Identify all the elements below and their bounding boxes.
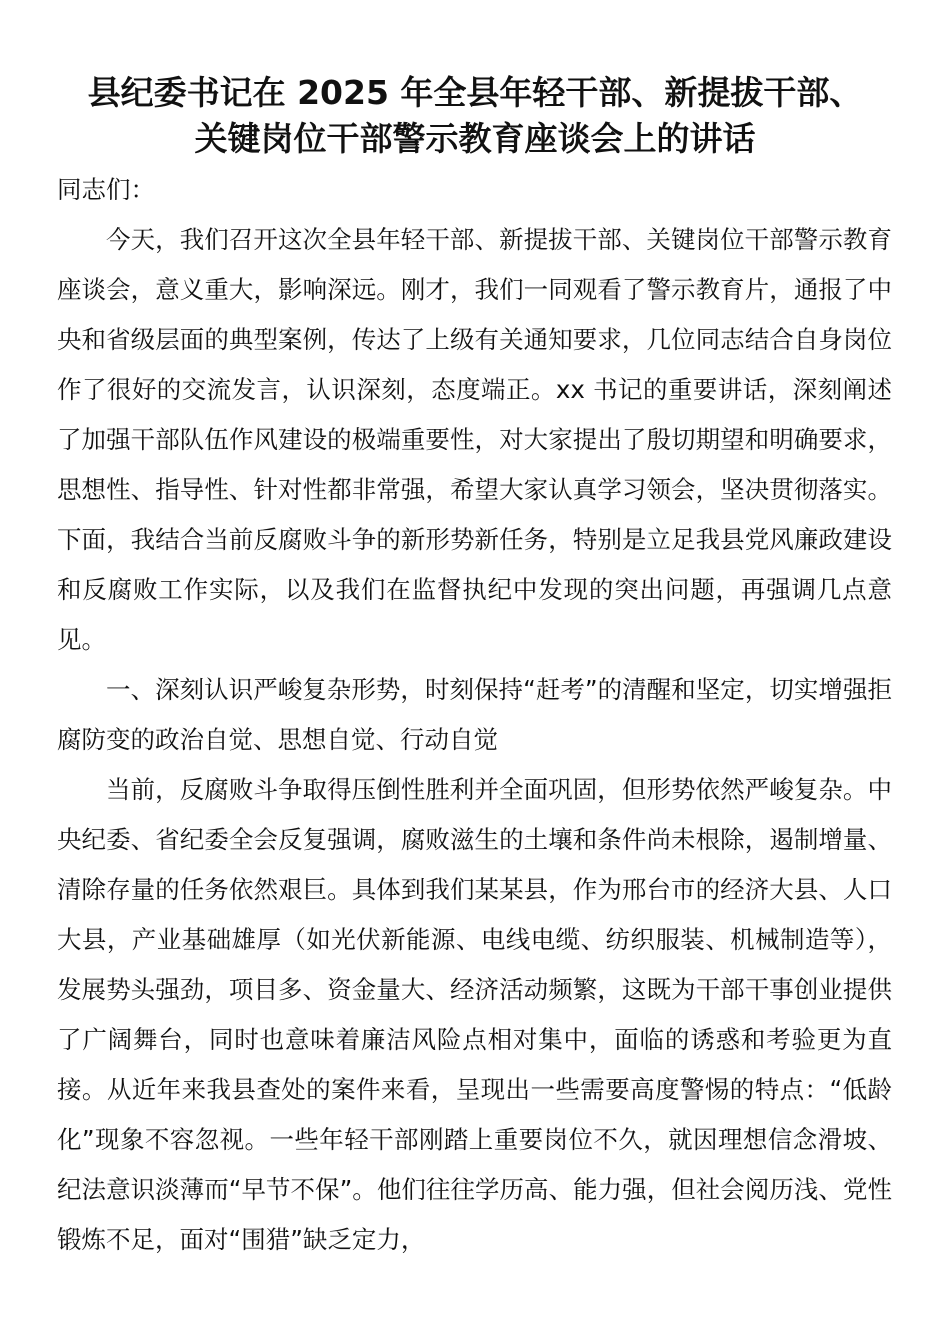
intro-paragraph: 今天，我们召开这次全县年轻干部、新提拔干部、关键岗位干部警示教育座谈会，意义重大，影响深远。刚才，我们一同观看了警示教育片，通报了中央和省级层面的典型案例，传达了上级有关通知要求，几位同志结合自身岗位作了很好的交流发言，认识深刻，态度端正。xx 书记的重要讲话，深刻阐述了加强干部队伍作风建设的极端重要性，对大家提出了殷切期望和明确要求，思想性、指导性、针对性都非常强，希望大家认真学习领会，坚决贯彻落实。下面，我结合当前反腐败斗争的新形势新任务，特别是立足我县党风廉政建设和反腐败工作实际，以及我们在监督执纪中发现的突出问题，再强调几点意见。 <box>57 225 892 654</box>
document-body <box>57 165 892 1265</box>
title-line-2: 关键岗位干部警示教育座谈会上的讲话 <box>194 119 756 158</box>
section-1-paragraph: 当前，反腐败斗争取得压倒性胜利并全面巩固，但形势依然严峻复杂。中央纪委、省纪委全会反复强调，腐败滋生的土壤和条件尚未根除，遏制增量、清除存量的任务依然艰巨。具体到我们某某县，作为邢台市的经济大县、人口大县，产业基础雄厚（如光伏新能源、电线电缆、纺织服装、机械制造等），发展势头强劲，项目多、资金量大、经济活动频繁，这既为干部干事创业提供了广阔舞台，同时也意味着廉洁风险点相对集中，面临的诱惑和考验更为直接。从近年来我县查处的案件来看，呈现出一些需要高度警惕的特点：“低龄化”现象不容忽视。一些年轻干部刚踏上重要岗位不久，就因理想信念滑坡、纪法意识淡薄而“早节不保”。他们往往学历高、能力强，但社会阅历浅、党性锻炼不足，面对“围猎”缺乏定力， <box>57 775 892 1254</box>
salutation: 同志们： <box>57 175 155 204</box>
document-title <box>40 70 910 162</box>
title-line-1: 县纪委书记在 2025 年全县年轻干部、新提拔干部、 <box>87 73 863 112</box>
section-1-heading: 一、深刻认识严峻复杂形势，时刻保持“赶考”的清醒和坚定，切实增强拒腐防变的政治自觉、思想自觉、行动自觉 <box>57 675 892 754</box>
